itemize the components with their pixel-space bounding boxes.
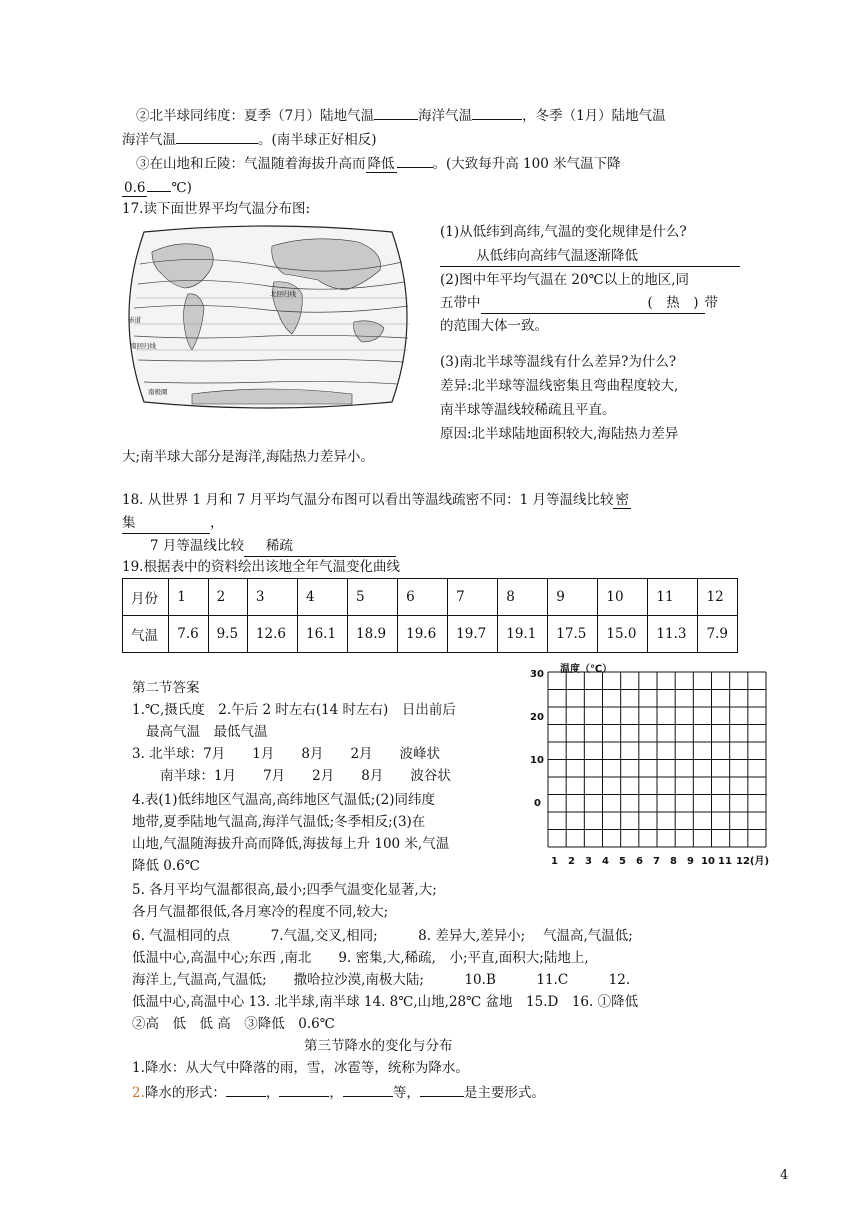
map-label-tropic-north: 北回归线 bbox=[270, 290, 296, 298]
item-number: 2. bbox=[132, 1085, 145, 1101]
answers-section-title: 第二节答案 bbox=[132, 680, 200, 696]
q19-title: 19.根据表中的资料绘出该地全年气温变化曲线 bbox=[122, 559, 400, 575]
x-tick: 7 bbox=[653, 856, 660, 867]
table-header-temp: 气温 bbox=[123, 616, 169, 653]
y-tick: 30 bbox=[530, 669, 544, 680]
y-tick: 0 bbox=[534, 798, 541, 809]
table-cell: 9 bbox=[548, 579, 598, 616]
map-label-antarctic: 南极圈 bbox=[148, 388, 168, 396]
table-cell: 18.9 bbox=[348, 616, 398, 653]
table-cell: 17.5 bbox=[548, 616, 598, 653]
q17-title: 17.读下面世界平均气温分布图: bbox=[122, 201, 311, 217]
q17-question-1: (1)从低纬到高纬,气温的变化规律是什么? bbox=[440, 224, 687, 240]
q16-text: 。(大致每升高 100 米气温下降 bbox=[432, 156, 621, 172]
table-cell: 10 bbox=[598, 579, 648, 616]
answer-line: 低温中心,高温中心;东西 ,南北 9. 密集,大,稀疏, 小;平直,面积大;陆地上, bbox=[132, 950, 589, 966]
q16-text: 海洋气温 bbox=[418, 108, 473, 124]
world-temperature-map bbox=[122, 224, 414, 410]
answer-line: 南半球：1月 7月 2月 8月 波谷状 bbox=[160, 768, 451, 784]
q18-text: ， bbox=[210, 515, 224, 531]
blank-line bbox=[472, 104, 522, 120]
q17-difference-1: 差异:北半球等温线密集且弯曲程度较大, bbox=[440, 378, 679, 394]
y-tick: 10 bbox=[530, 755, 544, 766]
table-cell: 6 bbox=[398, 579, 448, 616]
blank-line bbox=[420, 1081, 464, 1097]
table-cell: 7 bbox=[448, 579, 498, 616]
answer-line: 降低 0.6℃ bbox=[132, 858, 200, 874]
q17-reason-2: 大;南半球大部分是海洋,海陆热力差异小。 bbox=[122, 449, 374, 465]
blank-line bbox=[374, 104, 418, 120]
x-tick: 5 bbox=[619, 856, 626, 867]
q16-line-3 bbox=[122, 128, 377, 150]
q16-line-4 bbox=[136, 152, 621, 174]
q17-answer-1: 从低纬向高纬气温逐渐降低 bbox=[440, 246, 740, 267]
x-tick: 6 bbox=[636, 856, 643, 867]
table-cell: 16.1 bbox=[297, 616, 347, 653]
q17-question-2: (2)图中年平均气温在 20℃以上的地区,同 bbox=[440, 272, 689, 288]
answer-line: 各月气温都很低,各月寒冷的程度不同,较大; bbox=[132, 904, 389, 920]
table-cell: 8 bbox=[498, 579, 548, 616]
table-cell: 12 bbox=[698, 579, 738, 616]
q16-text: ②北半球同纬度：夏季（7月）陆地气温 bbox=[136, 108, 375, 124]
answer-line: 6. 气温相同的点 7.气温,交叉,相同; 8. 差异大,差异小; 气温高,气温低; bbox=[132, 928, 633, 944]
table-cell: 15.0 bbox=[598, 616, 648, 653]
q16-text: ③在山地和丘陵：气温随着海拔升高而 bbox=[136, 156, 366, 172]
table-cell: 7.9 bbox=[698, 616, 738, 653]
q17-question-2-end: 的范围大体一致。 bbox=[440, 318, 548, 334]
section-3-title: 第三节降水的变化与分布 bbox=[304, 1038, 453, 1054]
answer-line: 海洋上,气温高,气温低; 撒哈拉沙漠,南极大陆; 10.B 11.C 12. bbox=[132, 972, 631, 988]
table-cell: 19.7 bbox=[448, 616, 498, 653]
blank-line bbox=[147, 176, 171, 192]
table-cell: 1 bbox=[169, 579, 208, 616]
x-tick: 4 bbox=[602, 856, 609, 867]
q17-answer-2: ( 热 ) bbox=[481, 293, 705, 314]
section-3-line-1: 1.降水：从大气中降落的雨，雪，冰雹等，统称为降水。 bbox=[132, 1060, 469, 1076]
q18-answer-1b: 集 bbox=[122, 513, 210, 534]
answer-line: 5. 各月平均气温都很高,最小;四季气温变化显著,大; bbox=[132, 882, 437, 898]
q17-question-2-line bbox=[440, 293, 718, 314]
q17-difference-2: 南半球等温线较稀疏且平直。 bbox=[440, 402, 616, 418]
q17-text: 五带中 bbox=[440, 295, 481, 311]
blank-line bbox=[226, 1081, 266, 1097]
table-cell: 9.5 bbox=[208, 616, 247, 653]
answer-line: 山地,气温随海拔升高而降低,海拔每上升 100 米,气温 bbox=[132, 836, 450, 852]
answer-line: 地带,夏季陆地气温高,海洋气温低;冬季相反;(3)在 bbox=[132, 814, 426, 830]
q17-text: 带 bbox=[704, 295, 718, 311]
q16-text: ℃) bbox=[171, 180, 192, 196]
q18-answer-1a: 密 bbox=[615, 492, 629, 508]
table-cell: 11 bbox=[648, 579, 698, 616]
blank-line bbox=[343, 1081, 393, 1097]
blank-line bbox=[397, 152, 433, 168]
q18-answer-2: 稀疏 bbox=[244, 536, 396, 557]
table-row bbox=[123, 616, 738, 653]
table-cell: 4 bbox=[297, 579, 347, 616]
q18-line-1 bbox=[122, 490, 631, 510]
blank-line bbox=[176, 128, 258, 144]
temperature-table bbox=[122, 578, 738, 653]
q16-text: 。(南半球正好相反) bbox=[258, 132, 377, 148]
q16-text: ，冬季（1月）陆地气温 bbox=[522, 108, 666, 124]
q16-line-2 bbox=[136, 104, 666, 126]
answer-line: 4.表(1)低纬地区气温高,高纬地区气温低;(2)同纬度 bbox=[132, 792, 435, 808]
x-tick: 11 bbox=[718, 856, 732, 867]
x-tick: 12(月) bbox=[736, 856, 770, 867]
answer-line: 3. 北半球：7月 1月 8月 2月 波峰状 bbox=[132, 746, 441, 762]
y-tick: 20 bbox=[530, 712, 544, 723]
q17-question-3: (3)南北半球等温线有什么差异?为什么? bbox=[440, 354, 677, 370]
table-cell: 19.1 bbox=[498, 616, 548, 653]
answer-0-6: 0.6 bbox=[124, 180, 146, 196]
x-tick: 9 bbox=[687, 856, 694, 867]
answer-line: ②高 低 低 高 ③降低 0.6℃ bbox=[132, 1016, 335, 1032]
page-number: 4 bbox=[780, 1168, 789, 1183]
q18-text: 7 月等温线比较 bbox=[150, 538, 244, 554]
answer-line: 低温中心,高温中心 13. 北半球,南半球 14. 8℃,山地,28℃ 盆地 15.D 16. ①降低 bbox=[132, 994, 639, 1010]
table-row bbox=[123, 579, 738, 616]
q17-answer-1-line bbox=[440, 246, 740, 267]
x-tick: 3 bbox=[585, 856, 592, 867]
q18-text: 18. 从世界 1 月和 7 月平均气温分布图可以看出等温线疏密不同：1 月等温线比较 bbox=[122, 492, 614, 508]
table-cell: 19.6 bbox=[398, 616, 448, 653]
map-label-tropic-south: 南回归线 bbox=[130, 342, 156, 350]
answer-line: 1.℃,摄氏度 2.午后 2 时左右(14 时左右) 日出前后 bbox=[132, 702, 456, 718]
table-cell: 11.3 bbox=[648, 616, 698, 653]
q17-reason-1: 原因:北半球陆地面积较大,海陆热力差异 bbox=[440, 426, 679, 442]
q16-text: 海洋气温 bbox=[122, 132, 176, 148]
blank-line bbox=[279, 1081, 329, 1097]
table-cell: 2 bbox=[208, 579, 247, 616]
q16-line-5 bbox=[122, 176, 192, 198]
section-3-line-2: 2.降水的形式： ， ， 等， 是主要形式。 bbox=[132, 1081, 545, 1103]
table-cell: 5 bbox=[348, 579, 398, 616]
table-cell: 7.6 bbox=[169, 616, 208, 653]
map-label-equator: 赤道 bbox=[128, 316, 141, 324]
q18-line-2 bbox=[122, 513, 224, 534]
table-cell: 3 bbox=[247, 579, 297, 616]
x-tick: 8 bbox=[670, 856, 677, 867]
section-3-text: 是主要形式。 bbox=[463, 1085, 545, 1101]
graph-title: 温度（℃） bbox=[560, 664, 613, 675]
x-tick: 1 bbox=[551, 856, 558, 867]
table-cell: 12.6 bbox=[247, 616, 297, 653]
section-3-text: 降水的形式： bbox=[144, 1085, 226, 1101]
q18-line-3 bbox=[150, 536, 396, 557]
answer-jiangdi: 降低 bbox=[367, 156, 395, 172]
x-tick: 10 bbox=[701, 856, 715, 867]
blank-temperature-graph bbox=[524, 662, 786, 872]
x-tick: 2 bbox=[568, 856, 575, 867]
table-header-month: 月份 bbox=[123, 579, 169, 616]
answer-line: 最高气温 最低气温 bbox=[146, 724, 268, 740]
